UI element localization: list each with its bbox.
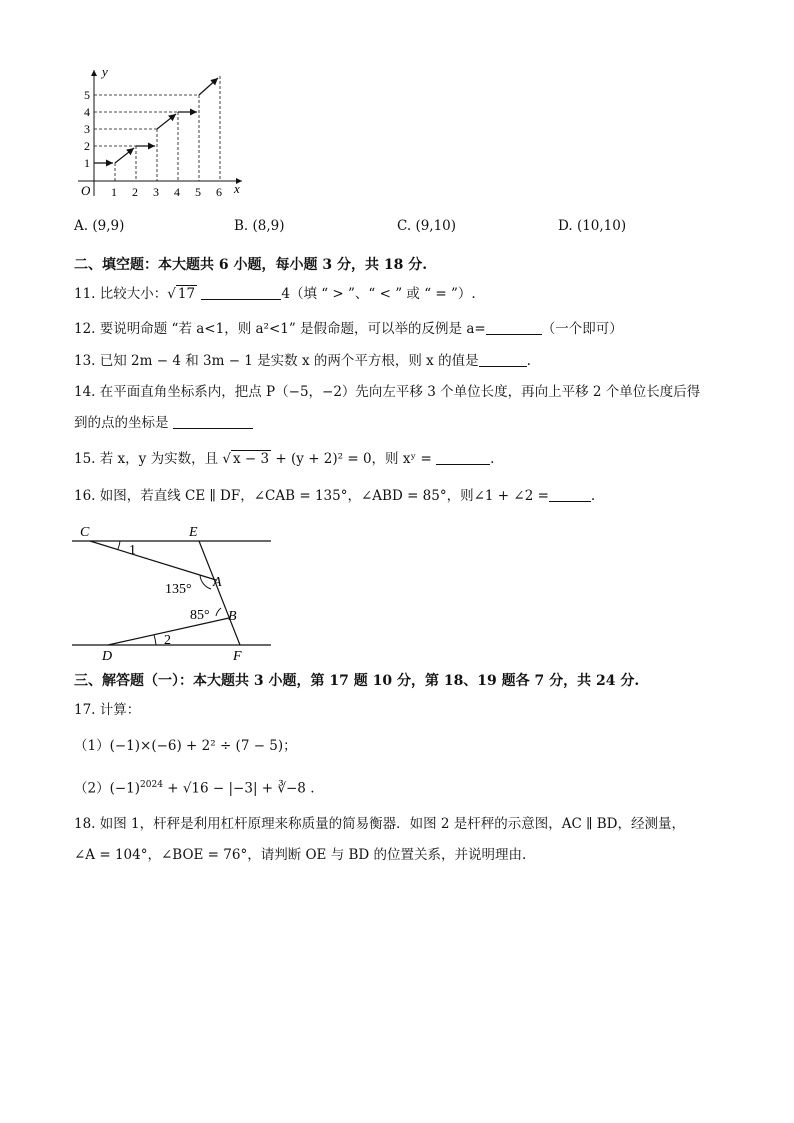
question-15: 15. 若 x，y 为实数，且 √ x − 3 + (y + 2)² = 0，则 xʸ = .	[74, 451, 495, 467]
x-tick: 5	[195, 185, 201, 199]
y-tick: 5	[84, 88, 90, 102]
question-11: 11. 比较大小：√ 17 4（填 “ > ”、“ < ” 或 “ = ”）.	[74, 286, 476, 302]
question-14-line2: 到的点的坐标是	[74, 414, 253, 432]
x-axis-label: x	[234, 181, 240, 196]
x-tick: 4	[174, 185, 180, 199]
option-c: C. (9,10)	[397, 218, 457, 234]
label-a: A	[213, 575, 222, 590]
y-tick: 2	[84, 139, 90, 153]
label-c: C	[80, 525, 90, 540]
angle-1-label: 1	[129, 543, 136, 558]
question-12: 12. 要说明命题 “若 a<1，则 a²<1” 是假命题，可以举的反例是 a= （一个即可）	[74, 321, 623, 337]
y-tick: 4	[84, 105, 90, 119]
parallel-lines-figure	[68, 522, 278, 664]
question-17-part1: （1）(−1)×(−6) + 2² ÷ (7 − 5)；	[74, 738, 297, 754]
y-axis-label: y	[102, 64, 108, 79]
segment-ef	[199, 541, 240, 645]
label-d: D	[102, 649, 113, 664]
question-16: 16. 如图，若直线 CE ∥ DF，∠CAB = 135°，∠ABD = 85°，则∠1 + ∠2 = .	[74, 488, 596, 504]
x-tick: 6	[216, 185, 222, 199]
x-tick: 1	[111, 185, 117, 199]
x-tick: 2	[132, 185, 138, 199]
option-a: A. (9,9)	[74, 218, 125, 234]
step-graph	[70, 62, 260, 202]
x-tick: 3	[153, 185, 159, 199]
section2-heading: 二、填空题：本大题共 6 小题，每小题 3 分，共 18 分.	[74, 257, 428, 273]
question-18-line1: 18. 如图 1，杆秤是利用杠杆原理来称质量的简易衡器．如图 2 是杆秤的示意图，AC ∥ BD，经测量，	[74, 816, 685, 832]
section3-heading: 三、解答题（一）：本大题共 3 小题，第 17 题 10 分，第 18、19 题各 7 分，共 24 分.	[74, 673, 640, 689]
question-17-part2: $(2)(-1)^{2024} + √16 - |-3|$ + ∛−8 .	[74, 780, 315, 797]
label-f: F	[233, 649, 242, 664]
segment-ca	[90, 541, 216, 580]
origin-label: O	[81, 183, 91, 198]
label-e: E	[189, 525, 198, 540]
angle-2-label: 2	[164, 633, 171, 648]
question-18-line2: ∠A = 104°，∠BOE = 76°，请判断 OE 与 BD 的位置关系，并说明理由.	[74, 847, 527, 863]
angle-abd-label: 85°	[190, 608, 210, 623]
y-tick: 3	[84, 122, 90, 136]
question-14-line1: 14. 在平面直角坐标系内，把点 P（−5，−2）先向左平移 3 个单位长度，再向上平移 2 个单位长度后得	[74, 384, 701, 400]
angle-cab-label: 135°	[165, 582, 192, 597]
y-tick: 1	[84, 156, 90, 170]
label-b: B	[228, 609, 237, 624]
question-17-title: 17. 计算：	[74, 702, 141, 718]
option-b: B. (8,9)	[234, 218, 285, 234]
option-d: D. (10,10)	[558, 218, 627, 234]
question-13: 13. 已知 2m − 4 和 3m − 1 是实数 x 的两个平方根，则 x 的值是 .	[74, 353, 531, 369]
